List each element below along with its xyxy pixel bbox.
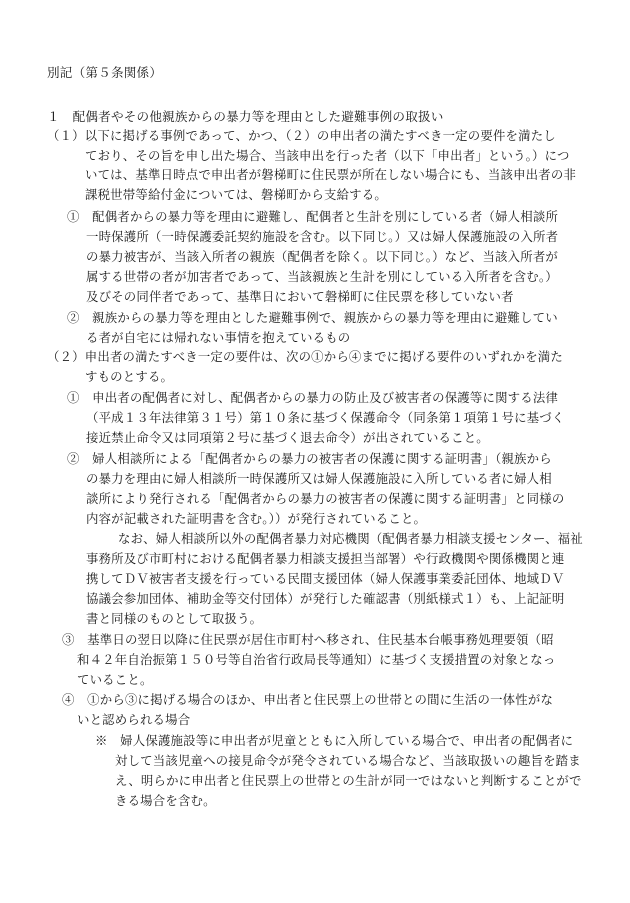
p2-item-2-note-line: 協議会参加団体、補助金等交付団体）が発行した確認書（別紙様式１）も、上記証明 (86, 591, 565, 606)
paragraph-1-line: ており、その旨を申し出た場合、当該申出を行った者（以下「申出者」という。）につ (85, 148, 570, 163)
p2-item-1-line: ① 申出者の配偶者に対し、配偶者からの暴力の防止及び被害者の保護等に関する法律 (67, 390, 559, 405)
paragraph-2-line: すものとする。 (85, 369, 174, 384)
p2-item-2-note-line: なお、婦人相談所以外の配偶者暴力対応機関（配偶者暴力相談支援センター、福祉 (118, 531, 583, 546)
p2-item-4-remark-line: 対して当該児童への接見命令が発令されている場合など、当該取扱いの趣旨を踏ま (115, 753, 581, 768)
paragraph-1-line: （１）以下に掲げる事例であって、かつ、（２）の申出者の満たすべき一定の要件を満たし (47, 128, 556, 143)
p2-item-2-note-line: 携してＤＶ被害者支援を行っている民間支援団体（婦人保護事業委託団体、地域ＤＶ (86, 571, 565, 586)
p1-item-1-line: ① 配偶者からの暴力等を理由に避難し、配偶者と生計を別にしている者（婦人相談所 (67, 209, 559, 224)
paragraph-2-line: （２）申出者の満たすべき一定の要件は、次の①から④までに掲げる要件のいずれかを満た (47, 349, 563, 364)
p2-item-3-line: ③ 基準日の翌日以降に住民票が居住市町村へ移され、住民基本台帳事務処理要領（昭 (62, 632, 554, 647)
p2-item-1-line: （平成１３年法律第３１号）第１０条に基づく保護命令（同条第１項第１号に基づく (86, 410, 565, 425)
p1-item-1-line: 及びその同伴者であって、基準日において磐梯町に住民票を移していない者 (86, 289, 514, 304)
p2-item-2-note-line: 事務所及び市町村における配偶者暴力相談支援担当部署）や行政機関や関係機関と連 (86, 551, 565, 566)
section-1-title: １ 配偶者やその他親族からの暴力等を理由とした避難事例の取扱い (47, 109, 444, 124)
p2-item-3-line: 和４２年自治振第１５０号等自治省行政局長等通知）に基づく支援措置の対象となっ (77, 652, 556, 667)
document-heading: 別記（第５条関係） (47, 65, 163, 80)
p1-item-1-line: の暴力被害が、当該入所者の親族（配偶者を除く。以下同じ。）など、当該入所者が (86, 249, 558, 264)
p2-item-1-line: 接近禁止命令又は同項第２号に基づく退去命令）が出されていること。 (86, 430, 489, 445)
p1-item-1-line: 属する世帯の者が加害者であって、当該親族と生計を別にしている入所者を含む。） (86, 269, 558, 284)
paragraph-1-line: いては、基準日時点で申出者が磐梯町に住民票が所在しない場合にも、当該申出者の非 (85, 167, 577, 182)
p2-item-4-line: いと認められる場合 (77, 712, 191, 727)
p2-item-4-remark-line: ※ 婦人保護施設等に申出者が児童とともに入所している場合で、申出者の配偶者に (95, 733, 574, 748)
p2-item-4-remark-line: きる場合を含む。 (115, 793, 216, 808)
p2-item-4-remark-line: え、明らかに申出者と住民票上の世帯との生計が同一ではないと判断することがで (115, 773, 582, 788)
p2-item-2-line: ② 婦人相談所による「配偶者からの暴力の被害者の保護に関する証明書」（親族から (67, 451, 552, 466)
p2-item-2-line: 談所により発行される「配偶者からの暴力の被害者の保護に関する証明書」と同様の (86, 491, 565, 506)
p2-item-4-line: ④ ①から③に掲げる場合のほか、申出者と住民票上の世帯との間に生活の一体性がな (62, 692, 554, 707)
p1-item-2-line: る者が自宅には帰れない事情を抱えているもの (86, 330, 351, 345)
p1-item-2-line: ② 親族からの暴力等を理由とした避難事例で、親族からの暴力等を理由に避難してい (67, 310, 558, 325)
p2-item-2-note-line: 書と同様のものとして取扱う。 (86, 611, 263, 626)
p1-item-1-line: 一時保護所（一時保護委託契約施設を含む。以下同じ。）又は婦人保護施設の入所者 (86, 229, 559, 244)
p2-item-2-line: の暴力を理由に婦人相談所一時保護所又は婦人保護施設に入所している者に婦人相 (86, 471, 552, 486)
p2-item-3-line: ていること。 (77, 672, 153, 687)
paragraph-1-line: 課税世帯等給付金については、磐梯町から支給する。 (85, 187, 387, 202)
p2-item-2-line: 内容が記載された証明書を含む。））が発行されていること。 (86, 511, 427, 526)
